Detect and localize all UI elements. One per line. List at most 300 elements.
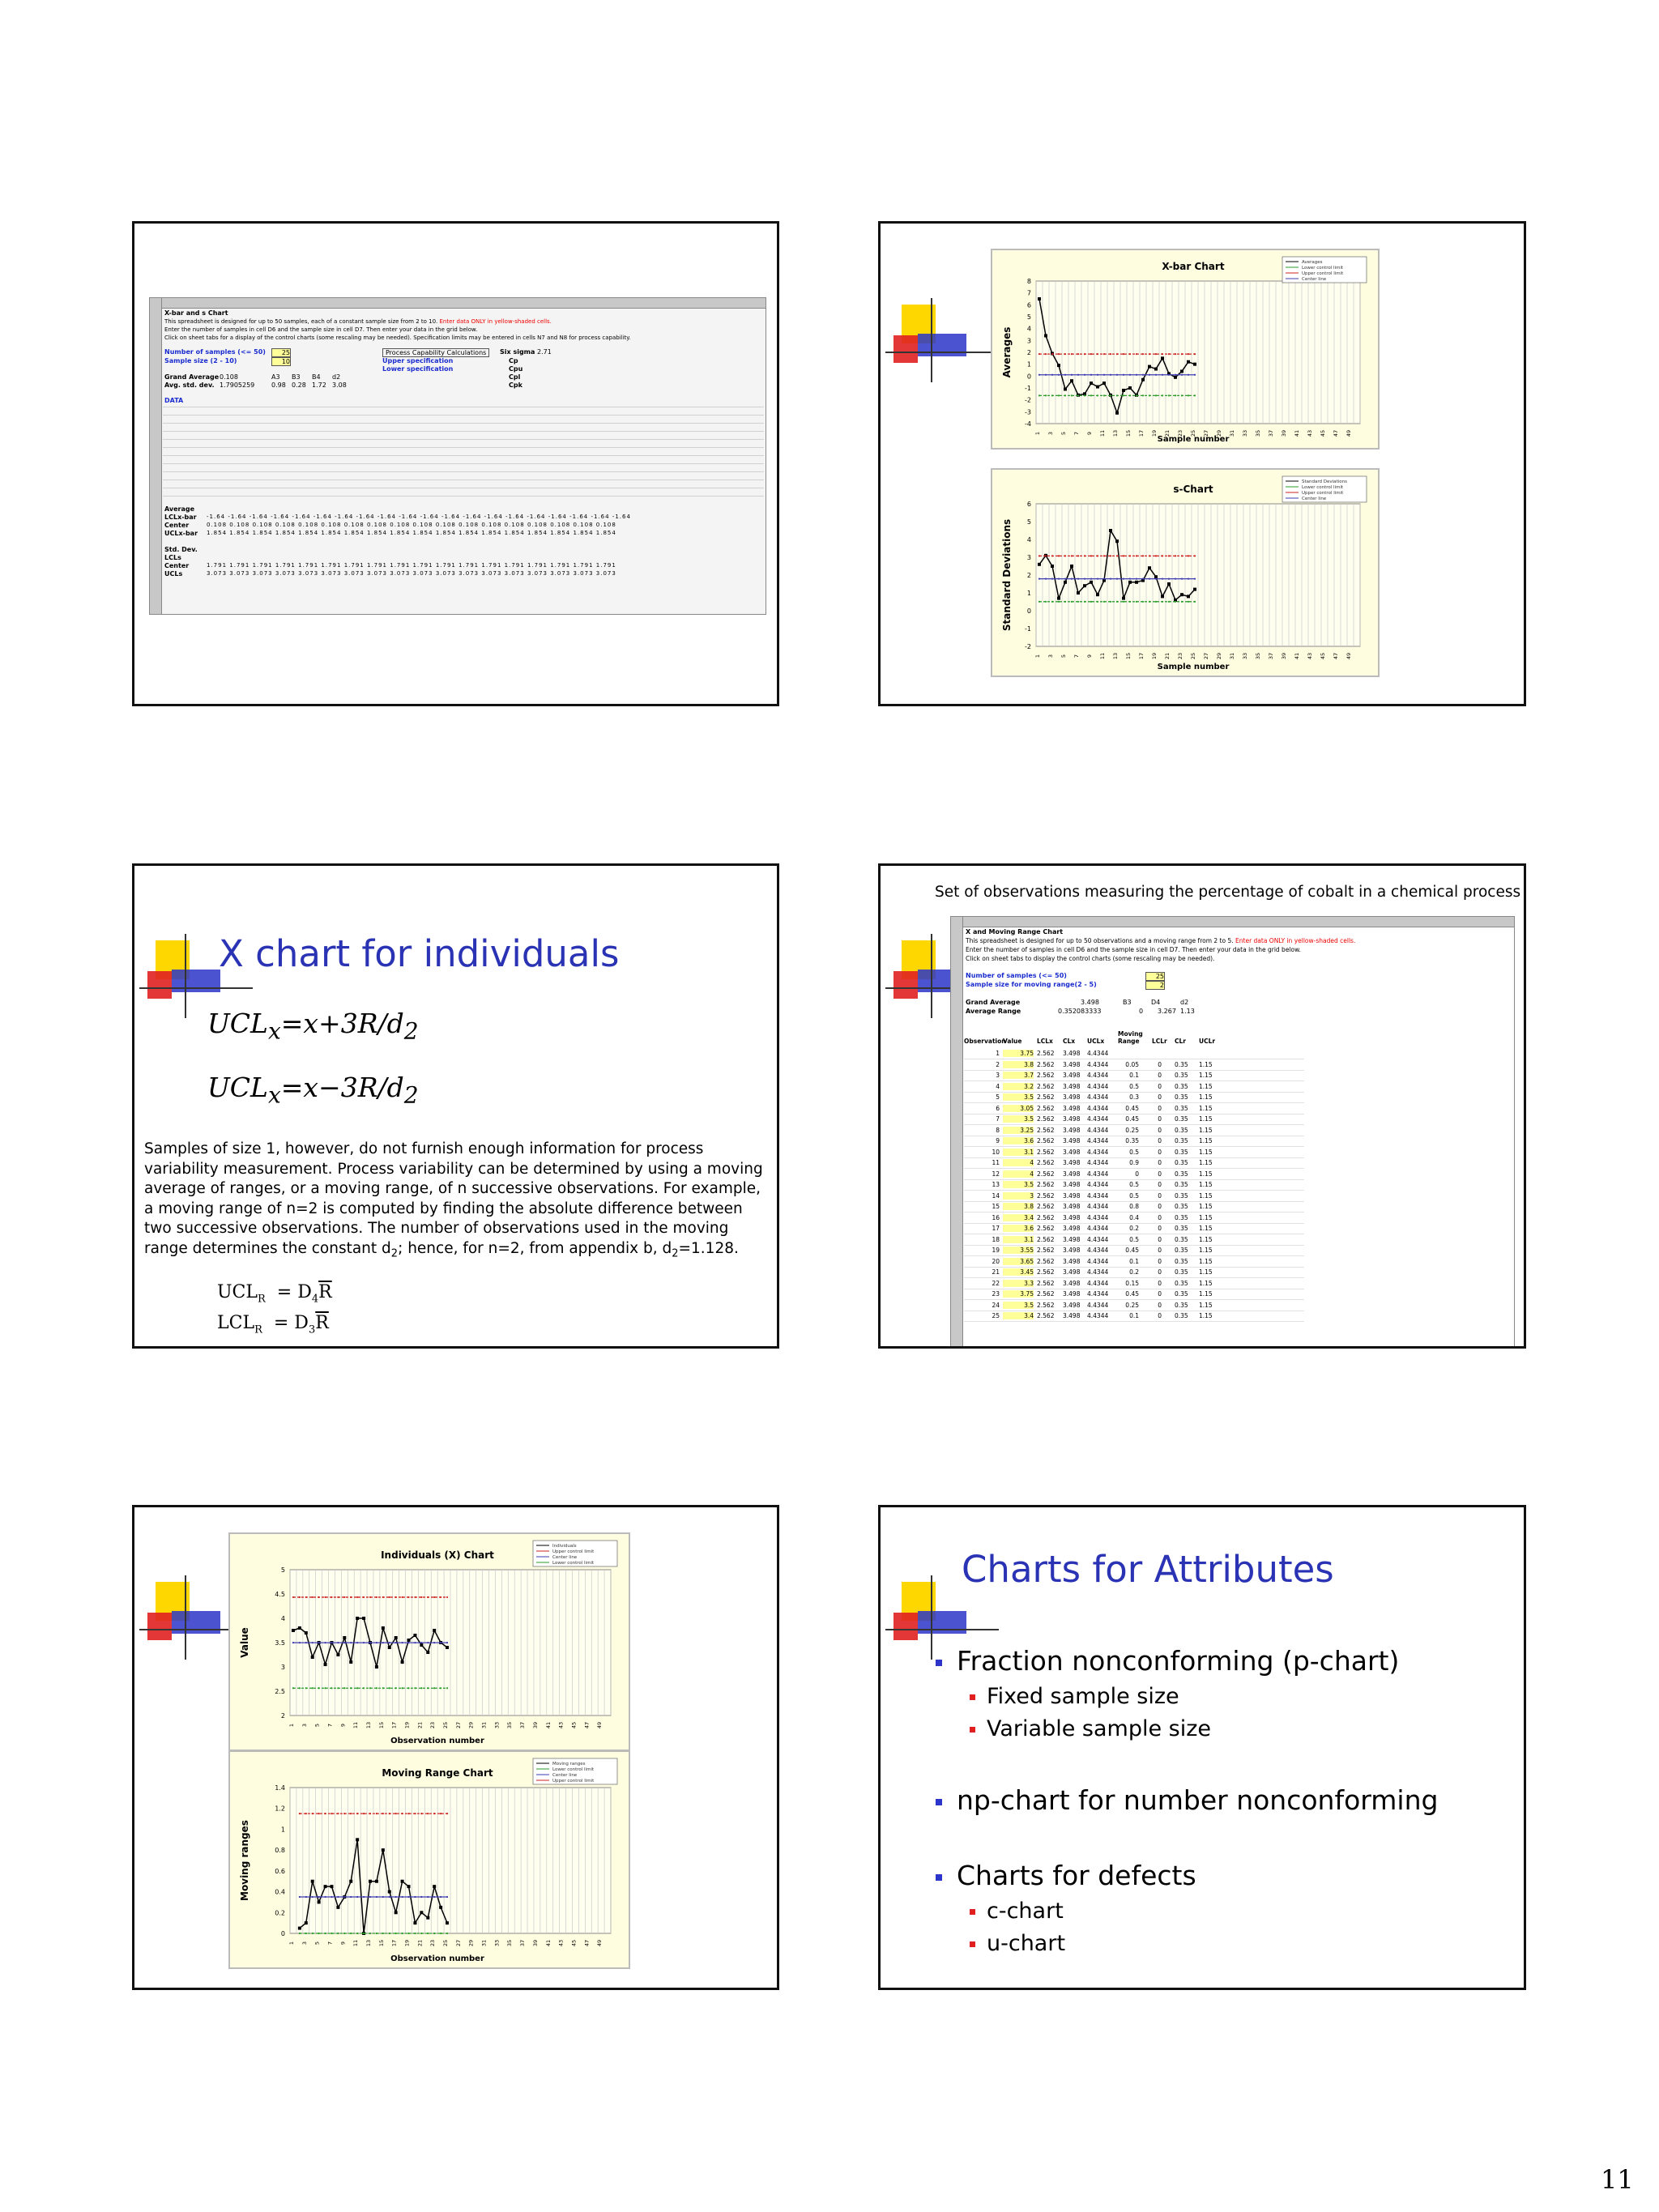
table-cell: 0.35 [1175, 1203, 1188, 1210]
row-uclx-bar: UCLx-bar [164, 530, 198, 537]
limit-point [299, 1813, 301, 1814]
table-cell: 0.45 [1125, 1115, 1139, 1123]
y-tick-label: 4 [1026, 536, 1031, 543]
x-tick-label: 37 [1268, 652, 1274, 660]
table-cell: 0 [1158, 1104, 1162, 1112]
slide-x-chart-individuals [132, 863, 779, 1349]
limit-point [1058, 353, 1060, 355]
six-sigma-value: 2.71 [537, 348, 552, 356]
grid-row [163, 439, 764, 440]
data-label: DATA [164, 397, 184, 404]
table-cell[interactable]: 3.5 [1003, 1115, 1034, 1123]
limit-point [420, 1642, 422, 1643]
data-point [1148, 566, 1151, 569]
limit-point [299, 1896, 301, 1898]
x-tick-label: 27 [1203, 429, 1209, 437]
table-cell: 4.4344 [1087, 1301, 1109, 1309]
table-cell: 4.4344 [1087, 1290, 1109, 1298]
limit-point [1136, 353, 1137, 355]
y-tick-label: 5 [1026, 313, 1031, 321]
a3-label: A3 [271, 373, 280, 381]
x-tick-label: 5 [313, 1723, 321, 1728]
table-cell: 0 [1158, 1126, 1162, 1134]
table-cell[interactable]: 3.7 [1003, 1072, 1034, 1079]
x-tick-label: 31 [1229, 429, 1235, 437]
data-point [362, 1617, 365, 1620]
limit-point [1188, 601, 1189, 603]
table-cell: 2.562 [1037, 1247, 1055, 1254]
x-tick-label: 29 [467, 1939, 475, 1947]
limit-point [350, 1933, 352, 1934]
limit-point [1084, 353, 1085, 355]
table-cell: 0 [1158, 1191, 1162, 1200]
table-cell: 0.35 [1175, 1104, 1188, 1112]
limit-point [1175, 601, 1176, 603]
table-header-cell: Value [1003, 1038, 1022, 1045]
table-cell: 4.4344 [1087, 1225, 1109, 1232]
b4-label: B4 [312, 373, 321, 381]
grid-row [163, 471, 764, 472]
table-cell: 4.4344 [1087, 1279, 1109, 1287]
observation-table [964, 1030, 1304, 1346]
x-tick-label: 49 [1346, 429, 1352, 437]
table-cell: 0.35 [1175, 1301, 1188, 1309]
column-headers [150, 298, 766, 309]
limit-point [1181, 555, 1183, 556]
limit-point [1090, 394, 1092, 396]
table-cell: 4.4344 [1087, 1181, 1109, 1188]
d4-label: D4 [1151, 999, 1161, 1006]
table-cell: 24 [992, 1301, 1000, 1309]
slide-cobalt-spreadsheet [878, 863, 1526, 1349]
limit-point [324, 1896, 326, 1898]
table-cell[interactable]: 3.75 [1003, 1290, 1034, 1298]
limit-point [1110, 601, 1111, 603]
table-cell: 0.35 [1175, 1213, 1188, 1221]
upper-spec-label: Upper specification [382, 357, 454, 364]
chart-title: X-bar Chart [1162, 261, 1225, 272]
table-cell[interactable]: 3.5 [1003, 1302, 1034, 1309]
table-cell: 0.25 [1125, 1301, 1139, 1309]
limit-point [337, 1896, 339, 1898]
y-tick-label: 2.5 [275, 1688, 285, 1695]
limit-point [1110, 394, 1111, 396]
x-tick-label: 17 [1138, 652, 1145, 660]
x-tick-label: 49 [596, 1939, 603, 1947]
spreadsheet [149, 297, 766, 615]
limit-point [1129, 555, 1131, 556]
sheet-desc-3: Click on sheet tabs to display the control charts (some rescaling may be needed). [966, 955, 1215, 962]
limit-point [1181, 601, 1183, 603]
grid-row [163, 415, 764, 416]
data-point [1128, 386, 1132, 390]
table-cell: 1.15 [1199, 1060, 1213, 1068]
table-cell[interactable]: 3.8 [1003, 1203, 1034, 1210]
limit-point [1084, 601, 1085, 603]
limit-point [337, 1687, 339, 1689]
table-cell: 4.4344 [1087, 1170, 1109, 1178]
legend-label: Upper control limit [552, 1549, 595, 1554]
x-tick-label: 45 [570, 1721, 578, 1729]
data-point [305, 1921, 308, 1924]
avg-std-dev-value: 1.7905259 [220, 381, 255, 389]
x-tick-label: 21 [416, 1721, 424, 1729]
limit-point [350, 1596, 352, 1598]
limit-point [1142, 601, 1144, 603]
table-cell[interactable]: 3.2 [1003, 1083, 1034, 1090]
limit-point [1194, 394, 1196, 396]
data-point [1070, 565, 1073, 568]
x-tick-label: 19 [1151, 652, 1158, 660]
y-tick-label: 5 [1026, 518, 1031, 526]
limit-point [343, 1896, 345, 1898]
x-tick-label: 43 [1307, 652, 1313, 660]
table-cell[interactable]: 3 [1003, 1192, 1034, 1200]
x-tick-label: 21 [416, 1939, 424, 1947]
data-point [1096, 593, 1099, 596]
bullet-square-icon [936, 1874, 942, 1881]
x-tick-label: 17 [390, 1939, 398, 1947]
data-point [1193, 363, 1196, 366]
sample-size-value[interactable]: 10 [271, 357, 291, 366]
data-point [420, 1643, 423, 1647]
table-cell: 0.5 [1129, 1082, 1139, 1090]
data-point [439, 1906, 442, 1909]
data-point [1193, 588, 1196, 591]
row-average: Average [164, 505, 195, 513]
data-point [369, 1880, 372, 1883]
limit-point [446, 1687, 448, 1689]
limit-point [1116, 353, 1118, 355]
table-cell[interactable]: 4 [1003, 1170, 1034, 1178]
table-cell[interactable]: 3.5 [1003, 1181, 1034, 1188]
x-tick-label: 29 [1216, 652, 1222, 660]
table-cell: 25 [992, 1312, 1000, 1319]
table-cell: 2.562 [1037, 1290, 1055, 1298]
table-cell[interactable]: 3.5 [1003, 1093, 1034, 1101]
table-cell: 1.15 [1199, 1225, 1213, 1232]
y-tick-label: 1 [1026, 590, 1031, 597]
x-tick-label: 9 [339, 1723, 347, 1728]
limit-point [1194, 601, 1196, 603]
limit-point [1071, 353, 1073, 355]
x-tick-label: 31 [1229, 652, 1235, 660]
table-cell: 3.498 [1063, 1137, 1081, 1144]
limit-point [407, 1813, 409, 1814]
x-tick-label: 39 [1281, 652, 1287, 660]
data-point [433, 1629, 436, 1632]
b3-value: 0.28 [292, 381, 306, 389]
table-cell: 3.498 [1063, 1191, 1081, 1200]
limit-point [1116, 394, 1118, 396]
limit-point [350, 1813, 352, 1814]
data-point [1090, 381, 1093, 385]
limit-point [1142, 578, 1144, 579]
num-samples-value[interactable]: 25 [1145, 972, 1165, 981]
table-cell[interactable]: 4 [1003, 1159, 1034, 1166]
b3-label: B3 [1123, 999, 1132, 1006]
data-point [446, 1921, 449, 1924]
table-cell: 9 [996, 1137, 1000, 1144]
data-point [388, 1890, 391, 1894]
limit-point [1162, 601, 1163, 603]
x-tick-label: 11 [1099, 652, 1106, 660]
limit-point [369, 1596, 371, 1598]
limit-point [305, 1813, 307, 1814]
table-cell: 0.9 [1129, 1159, 1139, 1166]
limit-point [1084, 394, 1085, 396]
table-cell: 2.562 [1037, 1257, 1055, 1265]
limit-point [331, 1596, 332, 1598]
table-cell: 0.35 [1175, 1279, 1188, 1287]
table-cell: 0.35 [1175, 1268, 1188, 1276]
limit-point [1136, 601, 1137, 603]
x-tick-label: 9 [339, 1941, 347, 1946]
table-cell: 0.15 [1125, 1279, 1139, 1287]
limit-point [420, 1687, 422, 1689]
sheet-desc-2: Enter the number of samples in cell D6 and the sample size in cell D7. Then enter your data in the grid below. [164, 326, 478, 333]
limit-point [1116, 578, 1118, 579]
table-cell: 1.15 [1199, 1159, 1213, 1166]
limit-point [1123, 353, 1124, 355]
limit-point [363, 1596, 365, 1598]
table-cell: 2.562 [1037, 1072, 1055, 1079]
limit-point [407, 1596, 409, 1598]
limit-point [356, 1596, 358, 1598]
table-cell: 6 [996, 1104, 1000, 1112]
sub-bullet-variable: Variable sample size [970, 1716, 1211, 1741]
table-cell: 0.45 [1125, 1104, 1139, 1112]
x-tick-label: 21 [1164, 652, 1171, 660]
table-cell[interactable]: 3.8 [1003, 1061, 1034, 1068]
limit-point [1097, 578, 1098, 579]
data-point [1135, 581, 1138, 584]
x-tick-label: 45 [570, 1939, 578, 1947]
limit-point [382, 1896, 384, 1898]
data-point [1083, 584, 1086, 587]
table-cell[interactable]: 3.1 [1003, 1149, 1034, 1156]
table-cell: 0.35 [1175, 1170, 1188, 1178]
table-cell[interactable]: 3.4 [1003, 1214, 1034, 1221]
table-cell: 2.562 [1037, 1104, 1055, 1112]
x-tick-label: 39 [531, 1721, 539, 1729]
limit-point [1175, 374, 1176, 376]
x-axis-label: Observation number [390, 1737, 484, 1745]
limit-point [1071, 374, 1073, 376]
legend-label: Center line [552, 1555, 578, 1560]
x-tick-label: 35 [506, 1939, 514, 1947]
table-cell[interactable]: 3.45 [1003, 1268, 1034, 1276]
limit-point [382, 1813, 384, 1814]
table-cell: 0.45 [1125, 1247, 1139, 1254]
limit-point [1142, 353, 1144, 355]
bullet-square-icon [970, 1909, 975, 1915]
data-point [324, 1663, 327, 1666]
limit-point [1188, 353, 1189, 355]
x-tick-label: 23 [1177, 429, 1183, 437]
limit-point [1155, 601, 1157, 603]
limit-point [1064, 555, 1066, 556]
limit-point [1045, 601, 1047, 603]
data-point [318, 1900, 321, 1903]
limit-point [1090, 374, 1092, 376]
limit-point [1058, 394, 1060, 396]
limit-point [1188, 555, 1189, 556]
table-cell[interactable]: 3.1 [1003, 1236, 1034, 1243]
grand-average-label: Grand Average [966, 999, 1021, 1006]
table-cell: 2.562 [1037, 1312, 1055, 1319]
limit-point [1090, 555, 1092, 556]
table-cell[interactable]: 3.25 [1003, 1127, 1034, 1134]
table-cell[interactable]: 3.75 [1003, 1050, 1034, 1057]
limit-point [407, 1933, 409, 1934]
table-cell: 0.35 [1175, 1093, 1188, 1101]
cpu-label: Cpu [509, 365, 523, 373]
x-axis-label: Sample number [1157, 435, 1230, 444]
table-cell: 0.1 [1129, 1072, 1139, 1079]
x-tick-label: 17 [1138, 429, 1145, 437]
limit-point [312, 1642, 313, 1643]
table-cell[interactable]: 3.6 [1003, 1137, 1034, 1144]
sample-size-label: Sample size (2 - 10) [164, 357, 237, 364]
d2-value: 1.13 [1180, 1008, 1195, 1015]
y-tick-label: -1 [1025, 625, 1031, 633]
y-tick-label: 1.4 [275, 1784, 285, 1792]
grid-row [163, 447, 764, 448]
x-tick-label: 27 [454, 1721, 462, 1729]
legend-label: Averages [1302, 260, 1323, 265]
x-tick-label: 13 [365, 1721, 372, 1729]
x-tick-label: 43 [557, 1939, 565, 1947]
cpl-label: Cpl [509, 373, 521, 381]
y-tick-label: 4 [280, 1615, 285, 1622]
slide-title: X chart for individuals [219, 932, 620, 975]
table-cell: 2.562 [1037, 1225, 1055, 1232]
limit-point [1064, 601, 1066, 603]
limit-point [305, 1642, 307, 1643]
table-cell[interactable]: 3.6 [1003, 1225, 1034, 1232]
table-cell: 4.4344 [1087, 1072, 1109, 1079]
limit-point [363, 1813, 365, 1814]
table-cell: 4.4344 [1087, 1093, 1109, 1101]
b3-value: 0 [1139, 1008, 1144, 1015]
ucl-x-formula: $UCL_x=x+3R/d_2$ [207, 1008, 419, 1045]
table-cell: 3.498 [1063, 1181, 1081, 1188]
table-cell: 3.498 [1063, 1290, 1081, 1298]
row-center: Center [164, 522, 190, 529]
limit-point [312, 1896, 313, 1898]
table-cell: 3.498 [1063, 1104, 1081, 1112]
table-cell: 0.35 [1175, 1115, 1188, 1123]
limit-point [1168, 601, 1170, 603]
limit-point [427, 1642, 429, 1643]
data-point [382, 1848, 385, 1852]
table-cell: 0 [1158, 1203, 1162, 1210]
x-tick-label: 9 [1086, 654, 1093, 658]
x-tick-label: 7 [326, 1723, 334, 1728]
bullet-square-icon [970, 1727, 975, 1733]
table-cell: 4.4344 [1087, 1137, 1109, 1144]
y-tick-label: 6 [1026, 301, 1031, 309]
table-header-cell: CLr [1175, 1038, 1186, 1045]
data-point [1122, 389, 1125, 392]
mr-size-label: Sample size for moving range(2 - 5) [966, 981, 1097, 988]
table-cell: 14 [992, 1191, 1000, 1200]
table-cell[interactable]: 3.4 [1003, 1312, 1034, 1319]
table-cell: 1.15 [1199, 1312, 1213, 1319]
table-cell: 4.4344 [1087, 1213, 1109, 1221]
table-cell: 2.562 [1037, 1213, 1055, 1221]
grid-row [163, 463, 764, 464]
cobalt-spreadsheet [950, 916, 1515, 1349]
data-point [375, 1665, 378, 1669]
process-variability-paragraph: Samples of size 1, however, do not furnish enough information for process variability measurement. Process variability can be determined by using a moving average of ranges, or a moving range, of n successive observations. For example, a moving range of n=2 is computed by finding the absolute difference between two successive observations. The number of observations used in the moving range determines the constant $d_2$; hence, for n=2, from appendix b, $d_2=1.128$. [144, 1140, 763, 1260]
limit-point [337, 1933, 339, 1934]
limit-point [1077, 374, 1079, 376]
table-cell[interactable]: 3.55 [1003, 1247, 1034, 1254]
limit-point [1136, 394, 1137, 396]
mr-size-value[interactable]: 2 [1145, 981, 1165, 990]
limit-point [440, 1896, 441, 1898]
table-cell: 2.562 [1037, 1060, 1055, 1068]
limit-point [1103, 374, 1105, 376]
table-cell: 1.15 [1199, 1072, 1213, 1079]
sheet-desc-3: Click on sheet tabs for a display of the control charts (some rescaling may be needed). Specification limits may be entered in cells N7 and N8 for process capability. [164, 335, 631, 341]
limit-point [1129, 374, 1131, 376]
x-tick-label: 43 [1307, 429, 1313, 437]
table-cell[interactable]: 3.65 [1003, 1258, 1034, 1265]
table-cell: 21 [992, 1268, 1000, 1276]
limit-point [369, 1933, 371, 1934]
limit-point [433, 1813, 435, 1814]
table-cell: 4.4344 [1087, 1247, 1109, 1254]
table-cell: 0 [1158, 1257, 1162, 1265]
limit-point [1084, 555, 1085, 556]
data-point [426, 1916, 429, 1920]
x-tick-label: 25 [1190, 429, 1196, 437]
cpk-label: Cpk [509, 381, 522, 389]
d2-label: d2 [1180, 999, 1189, 1006]
limit-point [1097, 353, 1098, 355]
x-tick-label: 3 [301, 1941, 308, 1946]
s-chart-panel [991, 468, 1380, 677]
limit-point [331, 1933, 332, 1934]
table-cell: 2.562 [1037, 1181, 1055, 1188]
table-cell: 0.35 [1175, 1126, 1188, 1134]
table-cell: 3.498 [1063, 1126, 1081, 1134]
num-samples-value[interactable]: 25 [271, 348, 291, 357]
table-cell: 1.15 [1199, 1191, 1213, 1200]
table-cell: 2.562 [1037, 1170, 1055, 1178]
limit-point [369, 1687, 371, 1689]
table-cell[interactable]: 3.3 [1003, 1280, 1034, 1287]
limit-point [1194, 374, 1196, 376]
limit-point [1110, 353, 1111, 355]
table-cell: 0.35 [1175, 1148, 1188, 1156]
limit-point [433, 1642, 435, 1643]
limit-point [292, 1596, 294, 1598]
x-tick-label: 25 [1190, 652, 1196, 660]
table-cell: 1.15 [1199, 1257, 1213, 1265]
limit-point [1116, 374, 1118, 376]
table-cell[interactable]: 3.05 [1003, 1105, 1034, 1112]
limit-point [318, 1687, 320, 1689]
limit-point [382, 1642, 384, 1643]
data-point [356, 1838, 359, 1841]
sub-bullet-c-chart: c-chart [970, 1899, 1064, 1924]
limit-point [350, 1687, 352, 1689]
table-cell: 2.562 [1037, 1050, 1055, 1057]
